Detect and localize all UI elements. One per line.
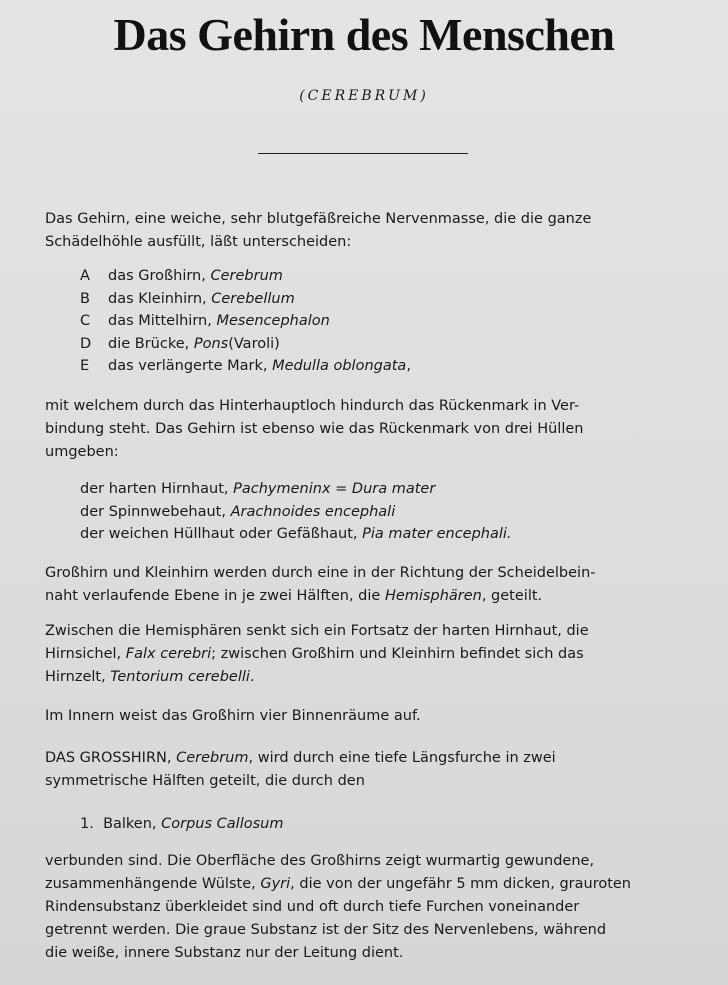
intro-paragraph: Das Gehirn, eine weiche, sehr blutgefäßreiche Nervenmasse, die die ganze Schädelhöhle ausfüllt, läßt unterscheiden: (45, 211, 592, 250)
list-item: B das Kleinhirn, Cerebellum (80, 290, 295, 307)
title-divider (258, 153, 468, 154)
numbered-item: 1. Balken, Corpus Callosum (80, 816, 284, 832)
list-item: A das Großhirn, Cerebrum (80, 268, 283, 284)
paragraph-6: DAS GROSSHIRN, Cerebrum, wird durch eine tiefe Längsfurche in zwei symmetrische Hälften geteilt, die durch den (45, 750, 556, 789)
brain-parts-list (80, 265, 411, 378)
list-item: der harten Hirnhaut, Pachymeninx = Dura mater (80, 481, 436, 497)
meninges-list (80, 478, 512, 546)
list-item: D die Brücke, Pons (Varoli) (80, 335, 280, 352)
paragraph-7: verbunden sind. Die Oberfläche des Großhirns zeigt wurmartig gewundene, zusammenhängende Wülste, Gyri, die von der ungefähr 5 mm dicken, grauroten Rindensubstanz überkleidet sind und oft durch tiefe Furchen voneinander getrennt werden. Die graue Substanz ist der Sitz des Nervenlebens, während die weiße, innere Substanz nur der Leitung dient. (45, 853, 631, 961)
paragraph-2: mit welchem durch das Hinterhauptloch hindurch das Rückenmark in Ver- bindung steht. Das Gehirn ist ebenso wie das Rückenmark von drei Hüllen umgeben: (45, 398, 584, 460)
list-item: E das verlängerte Mark, Medulla oblongata , (80, 358, 411, 374)
page-title: Das Gehirn des Menschen (113, 9, 615, 60)
list-item: der weichen Hüllhaut oder Gefäßhaut, Pia mater encephali. (80, 526, 512, 542)
paragraph-3: Großhirn und Kleinhirn werden durch eine in der Richtung der Scheidelbein- naht verlaufende Ebene in je zwei Hälften, die Hemisphären, geteilt. (45, 565, 596, 604)
list-item: C das Mittelhirn, Mesencephalon (80, 313, 330, 329)
paragraph-4: Zwischen die Hemisphären senkt sich ein Fortsatz der harten Hirnhaut, die Hirnsichel, Falx cerebri; zwischen Großhirn und Kleinhirn befindet sich das Hirnzelt, Tentorium cerebelli. (45, 623, 589, 685)
list-item: der Spinnwebehaut, Arachnoides encephali (80, 503, 396, 520)
paragraph-5: Im Innern weist das Großhirn vier Binnenräume auf. (45, 708, 421, 724)
page-subtitle: (CEREBRUM) (299, 88, 429, 104)
